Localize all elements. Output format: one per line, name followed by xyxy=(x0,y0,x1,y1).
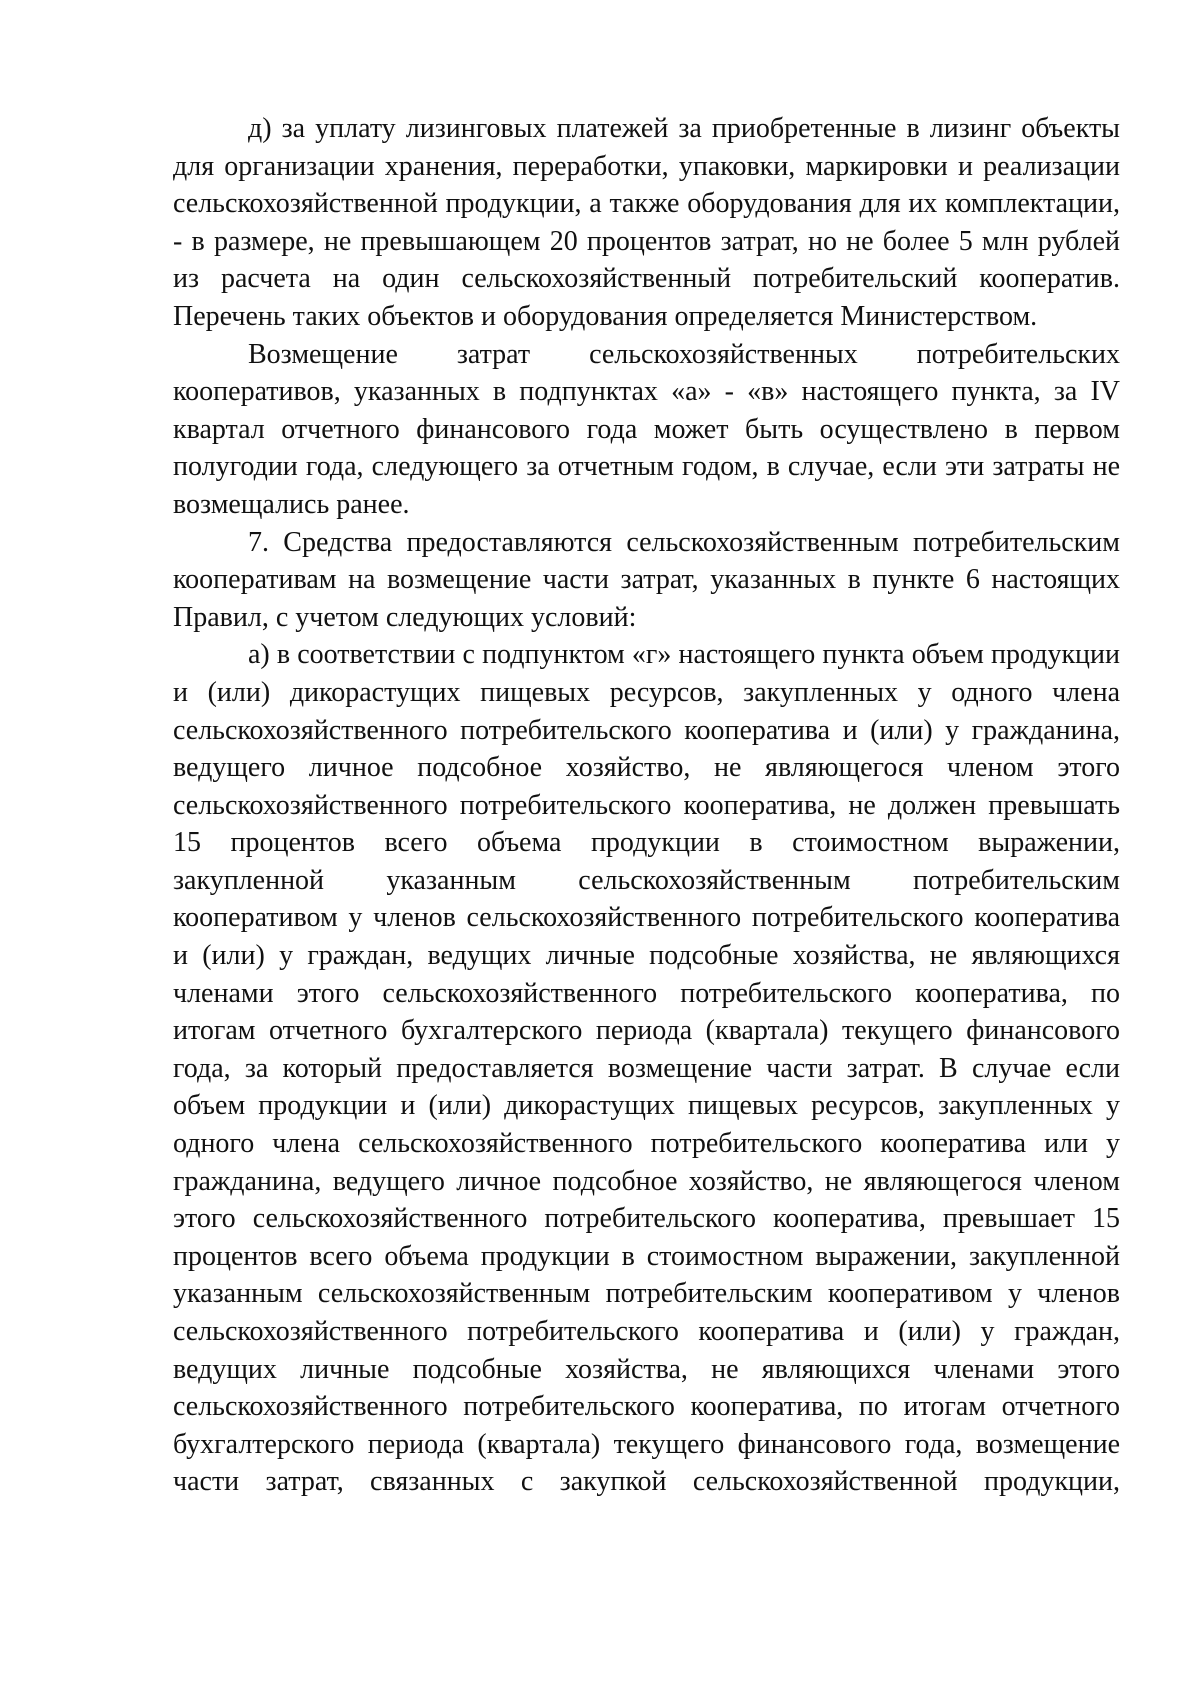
paragraph-condition-a: а) в соответствии с подпунктом «г» настоящего пункта объем продукции и (или) дикорастущих пищевых ресурсов, закупленных у одного члена сельскохозяйственного потребительского кооператива и (или) у гражданина, ведущего личное подсобное хозяйство, не являющегося членом этого сельскохозяйственного потребительского кооператива, не должен превышать 15 процентов всего объема продукции в стоимостном выражении, закупленной указанным сельскохозяйственным потребительским кооперативом у членов сельскохозяйственного потребительского кооператива и (или) у граждан, ведущих личные подсобные хозяйства, не являющихся членами этого сельскохозяйственного потребительского кооператива, по итогам отчетного бухгалтерского периода (квартала) текущего финансового года, за который предоставляется возмещение части затрат. В случае если объем продукции и (или) дикорастущих пищевых ресурсов, закупленных у одного члена сельскохозяйственного потребительского кооператива или у гражданина, ведущего личное подсобное хозяйство, не являющегося членом этого сельскохозяйственного потребительского кооператива, превышает 15 процентов всего объема продукции в стоимостном выражении, закупленной указанным сельскохозяйственным потребительским кооперативом у членов сельскохозяйственного потребительского кооператива и (или) у граждан, ведущих личные подсобные хозяйства, не являющихся членами этого сельскохозяйственного потребительского кооператива, по итогам отчетного бухгалтерского периода (квартала) текущего финансового года, возмещение части затрат, связанных с закупкой сельскохозяйственной продукции, xyxy=(173,639,1120,1498)
paragraph-clause-7: 7. Средства предоставляются сельскохозяйственным потребительским кооперативам на возмещение части затрат, указанных в пункте 6 настоящих Правил, с учетом следующих условий: xyxy=(173,526,1120,633)
paragraph-q4-reimbursement: Возмещение затрат сельскохозяйственных потребительских кооперативов, указанных в подпунктах «а» - «в» настоящего пункта, за IV квартал отчетного финансового года может быть осуществлено в первом полугодии года, следующего за отчетным годом, в случае, если эти затраты не возмещались ранее. xyxy=(173,338,1120,520)
document-page xyxy=(173,110,1120,1501)
paragraph-leasing-payments: д) за уплату лизинговых платежей за приобретенные в лизинг объекты для организации хранения, переработки, упаковки, маркировки и реализации сельскохозяйственной продукции, а также оборудования для их комплектации, - в размере, не превышающем 20 процентов затрат, но не более 5 млн рублей из расчета на один сельскохозяйственный потребительский кооператив. Перечень таких объектов и оборудования определяется Министерством. xyxy=(173,113,1120,332)
